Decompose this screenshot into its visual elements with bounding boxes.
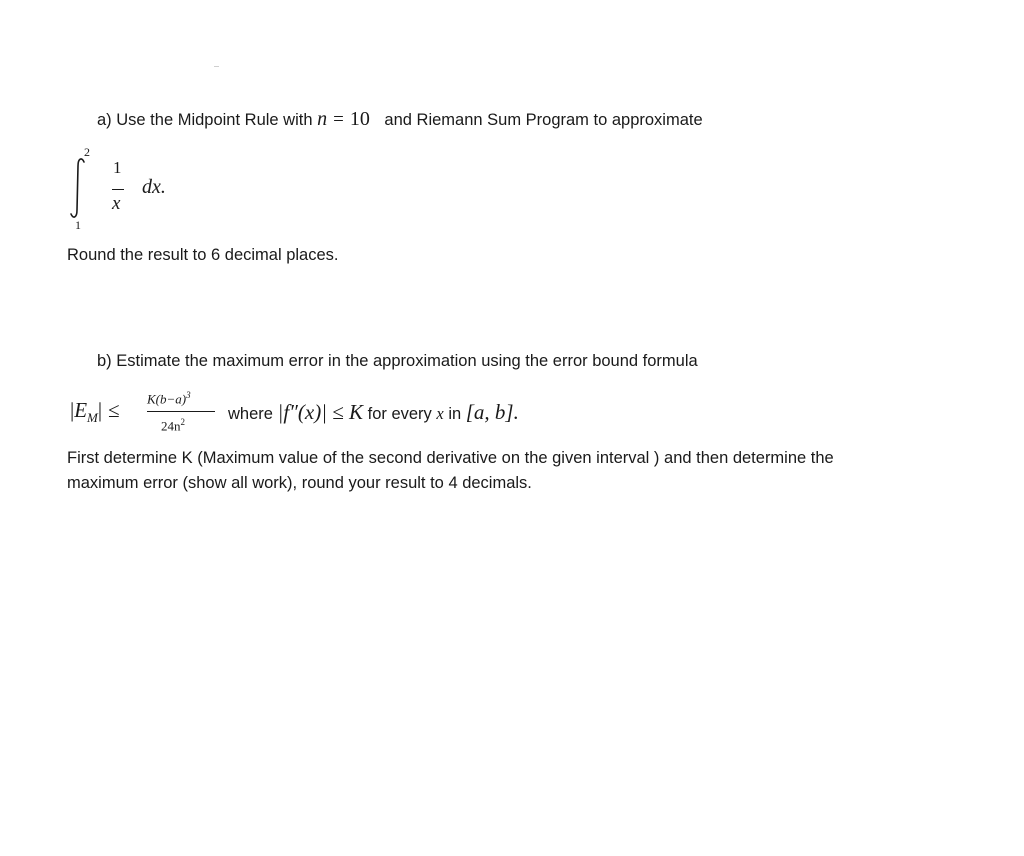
error-lhs xyxy=(70,398,119,426)
where-clause xyxy=(228,400,519,425)
for-every-text: for every xyxy=(367,405,432,423)
integral-lower-limit: 1 xyxy=(75,218,81,232)
integrand-numerator: 1 xyxy=(113,158,122,177)
bound-denominator-text: 24n xyxy=(161,418,181,434)
integral-upper-limit: 2 xyxy=(84,145,90,159)
leq-symbol: ≤ xyxy=(107,398,120,422)
abs-bar-open: | xyxy=(70,398,75,422)
bound-denominator xyxy=(161,417,185,434)
n-symbol: n xyxy=(317,108,328,130)
part-b-heading: b) Estimate the maximum error in the approximation using the error bound formula xyxy=(97,352,698,370)
x-variable: x xyxy=(436,404,444,423)
bound-numerator-text: K(b−a) xyxy=(147,391,187,407)
differential: dx. xyxy=(142,176,166,198)
in-word: in xyxy=(448,405,462,423)
bound-denominator-exp: 2 xyxy=(180,417,185,427)
part-a-line xyxy=(97,108,703,131)
error-symbol: E xyxy=(74,398,88,422)
bound-numerator-exp: 3 xyxy=(186,390,191,400)
instructions-line-1: First determine K (Maximum value of the second derivative on the given interval ) and then determine the xyxy=(67,449,834,467)
fraction-bar xyxy=(112,189,124,190)
speck-mark xyxy=(214,66,219,67)
equals-sign: = xyxy=(333,109,344,130)
integral-sign-icon xyxy=(67,156,89,220)
derivative-condition: |f″(x)| ≤ K xyxy=(277,400,364,424)
part-a-suffix: and Riemann Sum Program to approximate xyxy=(384,111,703,129)
interval: [a, b]. xyxy=(465,400,519,424)
bound-numerator xyxy=(147,390,191,407)
where-word: where xyxy=(228,405,273,423)
error-subscript: M xyxy=(87,410,98,426)
integrand-denominator: x xyxy=(112,193,121,214)
round-instruction: Round the result to 6 decimal places. xyxy=(67,246,339,264)
part-a-prefix: a) Use the Midpoint Rule with xyxy=(97,111,313,129)
bound-fraction-bar xyxy=(147,411,215,412)
instructions-line-2: maximum error (show all work), round your result to 4 decimals. xyxy=(67,474,532,492)
abs-bar-close: | xyxy=(97,398,103,422)
n-value: 10 xyxy=(349,108,370,130)
